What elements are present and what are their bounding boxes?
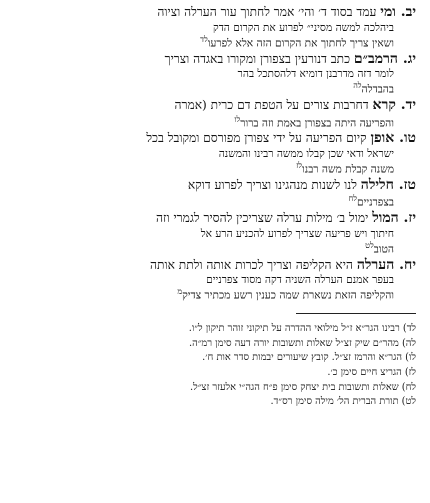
footnote: לו) הגר״א והרמז זצ״ל. קובץ שיעורים יבמות סדר אות ח׳. — [202, 352, 416, 364]
entry-line-text: ושאין צריך לחתוך את הקרום הזה אלא לפרעו — [207, 37, 394, 50]
entry-label: יג. הרמב״ם — [353, 50, 416, 67]
footnote-marker: לח — [348, 194, 357, 204]
entry-label: יח. הערלה — [356, 256, 416, 273]
entry-line-text: והקליפה הזאת נשארת שמה כענין רשע מכתיר צדיק — [182, 289, 394, 302]
entry-line-text: בצפרניים — [356, 196, 394, 209]
entry-label: טז. חלילה — [360, 176, 416, 193]
entry — [8, 51, 416, 98]
entry-text: כתב דנורעין בצפורן ומקורו באגדה וצריך — [164, 51, 351, 66]
entry-line — [8, 68, 416, 81]
footnote: לז) הגריצ חיים סימן כ׳. — [327, 367, 416, 379]
entry-line — [8, 115, 416, 131]
entry-first-line — [8, 97, 416, 115]
entry-label: יד. קרא — [372, 97, 416, 113]
entry-first-line — [8, 177, 416, 195]
entry-first-line — [8, 210, 416, 228]
footnote: לט) תורת הברית הל׳ מילה סימן רס״ד. — [270, 396, 416, 408]
entries-list — [8, 4, 416, 303]
entry-text: עמד בסוד ד׳ והי׳ אמר לחתוך עור הערלה וציוה — [157, 5, 377, 19]
entry — [8, 130, 416, 177]
footnotes — [8, 322, 416, 410]
entry-line — [8, 148, 416, 161]
entry-line-text: חיתוך ויש פריעה שצריך לפרוע להכניע הרע אל — [200, 227, 394, 240]
entry-line — [8, 161, 416, 177]
entry-text: היא הקליפה וצריך לכרות אותה ולתת אותה — [150, 257, 353, 272]
entry-label: טו. אופן — [370, 130, 416, 147]
entry-line-text: לומר דזה מדרבנן דומיא דלהסתכל בהר — [237, 68, 394, 80]
entry-line-text: משנה קבלת משה רבנו — [302, 163, 394, 176]
footnote-marker: לה — [353, 81, 362, 91]
entry-text: דחרבות צורים על הטפת דם כרית (אמרה — [174, 98, 369, 112]
entry-line — [8, 274, 416, 287]
entry — [8, 257, 416, 304]
entry-first-line — [8, 130, 416, 148]
entry-line-text: בהבדלה — [361, 83, 394, 96]
entry-line — [8, 35, 416, 51]
entry-line-text: בעפר אמנם הערלה השניה דקה מסוד צפרניים — [206, 274, 394, 287]
footnote-separator — [296, 313, 416, 314]
entry — [8, 4, 416, 51]
entry-line — [8, 228, 416, 241]
footnote-marker: לז — [296, 161, 303, 170]
footnote: לד) רבינו הגר״א ז״ל מילואי ההדרה על תיקוני זוהר תיקון ל״ו. — [188, 323, 416, 335]
entry-label: יב. ומי — [380, 4, 416, 20]
entry-line — [8, 287, 416, 303]
entry-first-line — [8, 4, 416, 22]
entry-text: ימול ב׳ מילות ערלה שצריכין להסיר לגמרי וזה — [156, 211, 369, 226]
footnote: לה) מהר״ם שיק זצ״ל שאלות ותשובות יורה דעה סימן רמ״ה. — [188, 337, 416, 349]
footnote-marker: לט — [365, 240, 374, 250]
entry-line — [8, 241, 416, 257]
entry-first-line — [8, 257, 416, 275]
footnote-marker: לו — [234, 114, 241, 124]
entry-label: יז. המול — [372, 210, 416, 227]
entry-text: קיום הפריעה על ידי צפורן מפורסם ומקובל בכל — [146, 131, 367, 146]
entry-line — [8, 194, 416, 210]
footnote: לח) שאלות ותשובות בית יצחק סימן פ״ח הגה״י אלעזר זצ״ל. — [190, 381, 416, 393]
entry-line — [8, 81, 416, 97]
entry — [8, 210, 416, 257]
entry-line-text: ביהלכה למשה מסיני״ לפרוע את הקרום הדק — [213, 21, 394, 34]
entry-line-text: והפריעה היתה בצפורן באמת וזה ברור — [240, 117, 394, 130]
footnote-marker: מ — [177, 287, 183, 297]
entry-line-text: הטוב — [373, 243, 394, 256]
entry-text: לנו לשנות מנהגינו וצריך לפרוע דוקא — [187, 177, 357, 192]
entry — [8, 97, 416, 130]
entry — [8, 177, 416, 210]
entry-line — [8, 22, 416, 35]
entry-line-text: ישראל ודאי שכן קבלו ממשה רבינו והמשנה — [218, 147, 394, 160]
footnote-marker: לד — [200, 34, 208, 44]
entry-first-line — [8, 51, 416, 69]
